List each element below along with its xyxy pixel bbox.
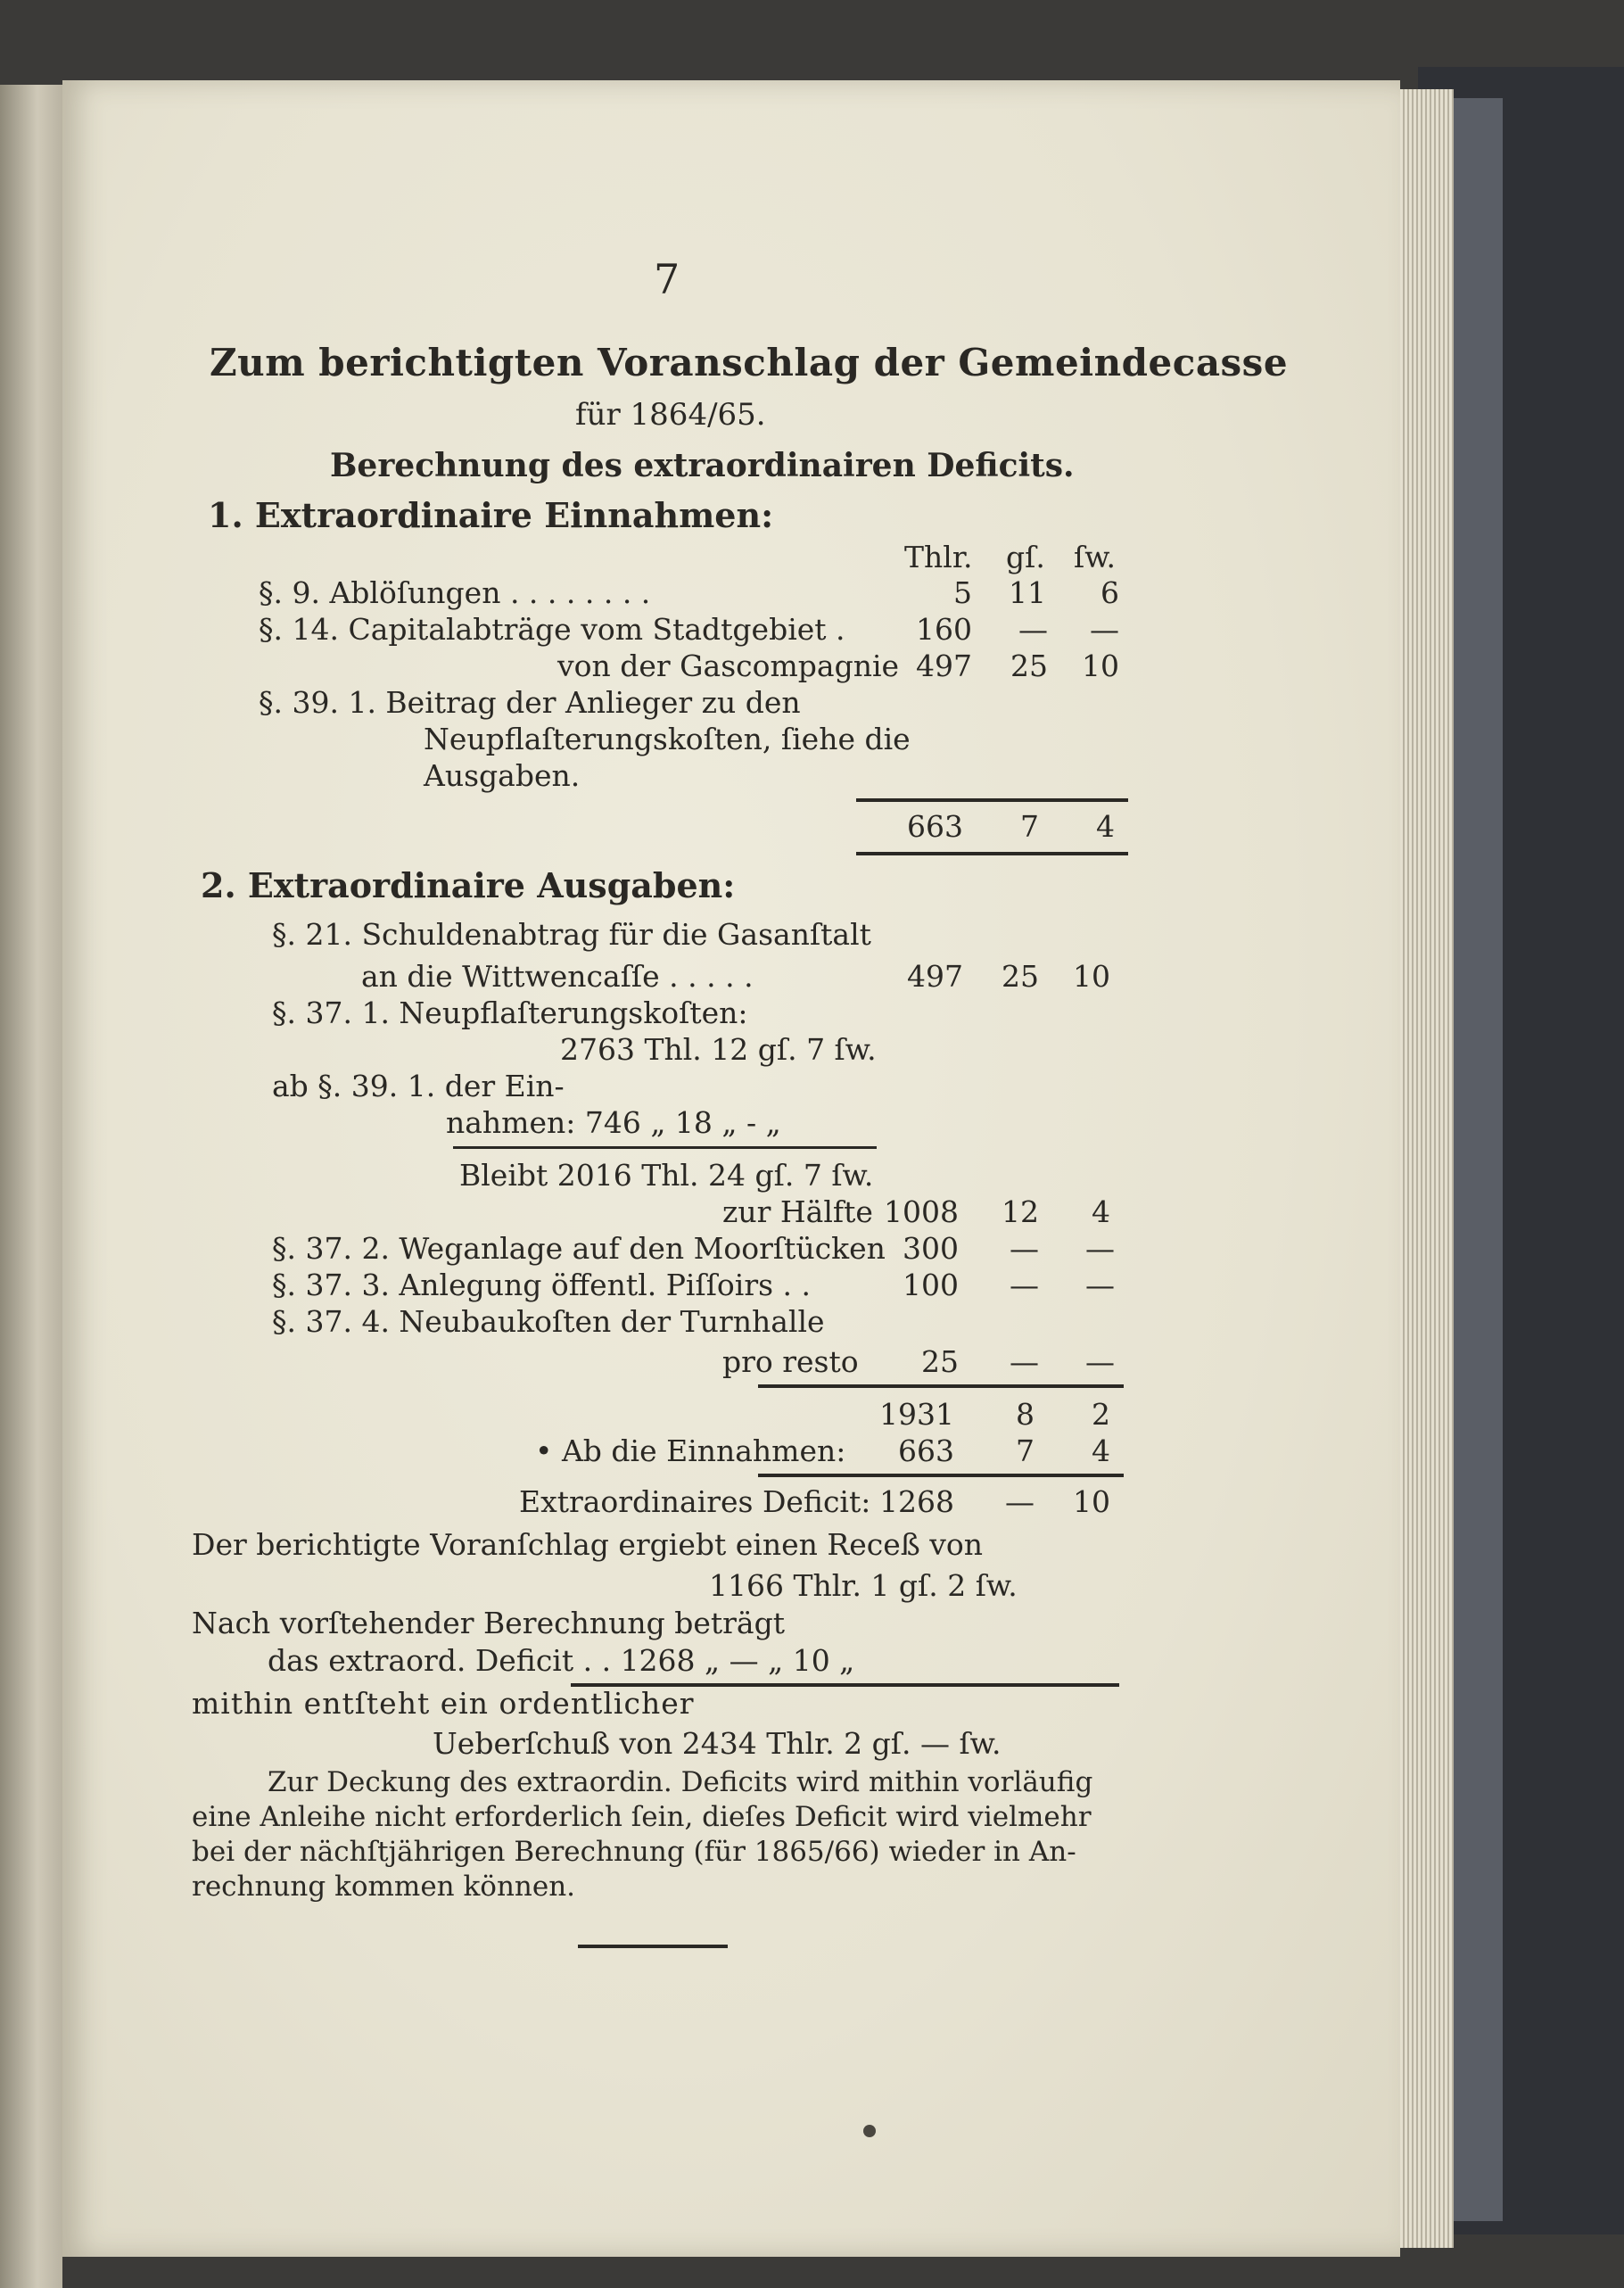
s1-row-label: von der Gascompagnie xyxy=(557,648,900,683)
s2-line-thlr: 497 xyxy=(907,959,963,994)
s2-line-thlr: 25 xyxy=(921,1344,959,1379)
conclusion-line: Nach vorſtehender Berechnung beträgt xyxy=(192,1606,785,1640)
s1-row-label: §. 39. 1. Beitrag der Anlieger zu den xyxy=(259,685,801,720)
page-title: Zum berichtigten Voranschlag der Gemeindecasse xyxy=(210,341,1289,384)
s2-line-sw: — xyxy=(1085,1268,1115,1302)
deficit-sw: 10 xyxy=(1073,1484,1110,1519)
col-header-gs: gſ. xyxy=(1006,540,1045,574)
s1-row-sw: — xyxy=(1090,612,1119,647)
s2-sum-thlr: 1931 xyxy=(879,1397,954,1432)
s2-sum-sw: 2 xyxy=(1092,1397,1110,1432)
s1-row-label: Ausgaben. xyxy=(424,758,581,793)
s2-line-label: ab §. 39. 1. der Ein- xyxy=(272,1069,565,1103)
s1-row-sw: 6 xyxy=(1101,575,1119,610)
deficit-label: Extraordinaires Deficit: xyxy=(519,1484,871,1519)
page-number: 7 xyxy=(654,255,680,303)
sub-rule xyxy=(453,1146,877,1149)
s2-line-thlr: 100 xyxy=(903,1268,959,1302)
conclusion-line: 1166 Thlr. 1 gſ. 2 ſw. xyxy=(709,1568,1018,1603)
s2-line-sw: — xyxy=(1085,1344,1115,1379)
sum-rule xyxy=(758,1474,1124,1477)
conclusion-line: mithin entſteht ein ordentlicher xyxy=(192,1686,695,1721)
ink-blot xyxy=(863,2125,876,2137)
s1-row-gs: 25 xyxy=(1010,648,1048,683)
s2-line-label: §. 37. 1. Neupflaſterungskoſten: xyxy=(272,995,748,1030)
conclusion-line: Ueberſchuß von 2434 Thlr. 2 gſ. — ſw. xyxy=(433,1726,1002,1761)
s2-line-sw: 10 xyxy=(1073,959,1110,994)
s1-row-label: §. 14. Capitalabträge vom Stadtgebiet . xyxy=(259,612,845,647)
minus-label: • Ab die Einnahmen: xyxy=(535,1433,846,1468)
paragraph-line: rechnung kommen können. xyxy=(192,1871,576,1903)
s2-line-gs: — xyxy=(1010,1268,1039,1302)
s2-line-gs: — xyxy=(1010,1231,1039,1266)
subtitle: Berechnung des extraordinairen Deficits. xyxy=(330,447,1075,484)
s2-minus-sw: 4 xyxy=(1092,1433,1110,1468)
s2-line-thlr: 300 xyxy=(903,1231,959,1266)
s1-row-gs: — xyxy=(1018,612,1048,647)
conclusion-line: das extraord. Deficit . . 1268 „ — „ 10 „ xyxy=(268,1643,855,1678)
year-line: für 1864/65. xyxy=(575,397,766,433)
s1-row-thlr: 160 xyxy=(916,612,972,647)
s1-row-label: Neupflaſterungskoſten, ſiehe die xyxy=(424,722,911,756)
paragraph-line: bei der nächſtjährigen Berechnung (für 1865/66) wieder in An- xyxy=(192,1836,1076,1868)
left-page-edge xyxy=(0,85,62,2288)
deficit-gs: — xyxy=(1005,1484,1035,1519)
s2-sum-gs: 8 xyxy=(1016,1397,1035,1432)
s1-row-label: §. 9. Ablöſungen . . . . . . . . xyxy=(259,575,651,610)
s2-line-gs: 12 xyxy=(1002,1194,1039,1229)
s2-line-label: Bleibt 2016 Thl. 24 gſ. 7 ſw. xyxy=(459,1158,874,1193)
closing-rule xyxy=(578,1945,728,1948)
s2-line-gs: — xyxy=(1010,1344,1039,1379)
sum-rule xyxy=(758,1384,1124,1388)
conclusion-line: Der berichtigte Voranſchlag ergiebt einen Receß von xyxy=(192,1527,984,1562)
s1-total-sw: 4 xyxy=(1096,809,1115,844)
section1-heading: 1. Extraordinaire Einnahmen: xyxy=(208,495,774,535)
s1-row-thlr: 497 xyxy=(916,648,972,683)
s2-line-label: an die Wittwencaſſe . . . . . xyxy=(361,959,754,994)
s1-row-sw: 10 xyxy=(1082,648,1119,683)
s2-line-label: pro resto xyxy=(722,1344,859,1379)
s2-line-sw: — xyxy=(1085,1231,1115,1266)
s1-row-thlr: 5 xyxy=(953,575,972,610)
s2-line-label: nahmen: 746 „ 18 „ - „ xyxy=(446,1105,781,1140)
s1-total-thlr: 663 xyxy=(907,809,963,844)
s2-line-label: §. 37. 2. Weganlage auf den Moorſtücken xyxy=(272,1231,886,1266)
paragraph-line: Zur Deckung des extraordin. Deficits wird mithin vorläufig xyxy=(268,1766,1093,1798)
col-header-thlr: Thlr. xyxy=(904,540,973,574)
s1-row-gs: 11 xyxy=(1009,575,1046,610)
cover-spine-strip xyxy=(1454,98,1503,2221)
sum-rule xyxy=(856,798,1128,802)
s2-line-label: §. 37. 3. Anlegung öffentl. Piſſoirs . . xyxy=(272,1268,812,1302)
s2-line-label: 2763 Thl. 12 gſ. 7 ſw. xyxy=(560,1032,877,1067)
s2-line-sw: 4 xyxy=(1092,1194,1110,1229)
deficit-thlr: 1268 xyxy=(879,1484,954,1519)
col-header-sw: ſw. xyxy=(1074,540,1117,574)
s2-line-label: §. 21. Schuldenabtrag für die Gasanſtalt xyxy=(272,917,871,952)
s1-total-gs: 7 xyxy=(1020,809,1039,844)
s2-line-label: §. 37. 4. Neubaukoſten der Turnhalle xyxy=(272,1304,825,1339)
s2-minus-gs: 7 xyxy=(1016,1433,1035,1468)
paragraph-line: eine Anleihe nicht erforderlich ſein, dieſes Deficit wird vielmehr xyxy=(192,1801,1092,1833)
s2-line-thlr: 1008 xyxy=(884,1194,959,1229)
s2-minus-thlr: 663 xyxy=(898,1433,954,1468)
s2-line-label: zur Hälfte xyxy=(722,1194,873,1229)
sum-rule xyxy=(856,852,1128,855)
section2-heading: 2. Extraordinaire Ausgaben: xyxy=(201,865,736,905)
s2-line-gs: 25 xyxy=(1002,959,1039,994)
